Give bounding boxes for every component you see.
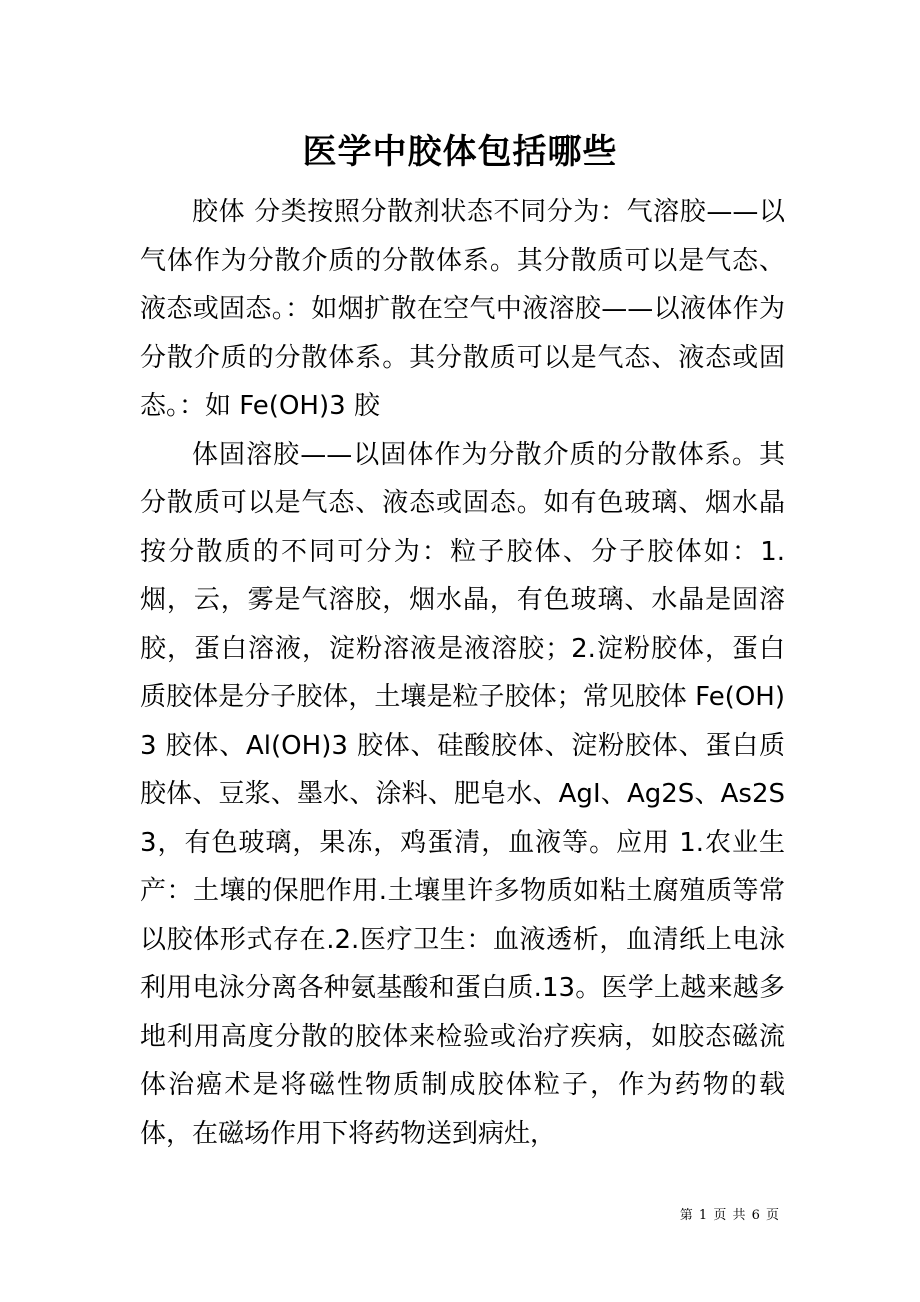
paragraph-2: 体固溶胶——以固体作为分散介质的分散体系。其分散质可以是气态、液态或固态。如有色玻璃、烟水晶按分散质的不同可分为：粒子胶体、分子胶体如：1.烟，云，雾是气溶胶，烟水晶，有色玻璃、水晶是固溶胶，蛋白溶液，淀粉溶液是液溶胶；2.淀粉胶体，蛋白质胶体是分子胶体，土壤是粒子胶体；常见胶体 Fe(OH)3 胶体、Al(OH)3 胶体、硅酸胶体、淀粉胶体、蛋白质胶体、豆浆、墨水、涂料、肥皂水、AgI、Ag2S、As2S3，有色玻璃，果冻，鸡蛋清，血液等。应用 1.农业生产：土壤的保肥作用.土壤里许多物质如粘土腐殖质等常以胶体形式存在.2.医疗卫生：血液透析，血清纸上电泳利用电泳分离各种氨基酸和蛋白质.13。医学上越来越多地利用高度分散的胶体来检验或治疗疾病，如胶态磁流体治癌术是将磁性物质制成胶体粒子，作为药物的载体，在磁场作用下将药物送到病灶， (140, 439, 785, 1149)
page-number-footer: 第 1 页 共 6 页 (679, 1208, 780, 1223)
document-body (140, 188, 785, 1158)
paragraph-1: 胶体 分类按照分散剂状态不同分为：气溶胶——以气体作为分散介质的分散体系。其分散质可以是气态、液态或固态。：如烟扩散在空气中液溶胶——以液体作为分散介质的分散体系。其分散质可以是气态、液态或固态。：如 Fe(OH)3 胶 (140, 197, 785, 421)
document-title: 医学中胶体包括哪些 (302, 132, 618, 172)
